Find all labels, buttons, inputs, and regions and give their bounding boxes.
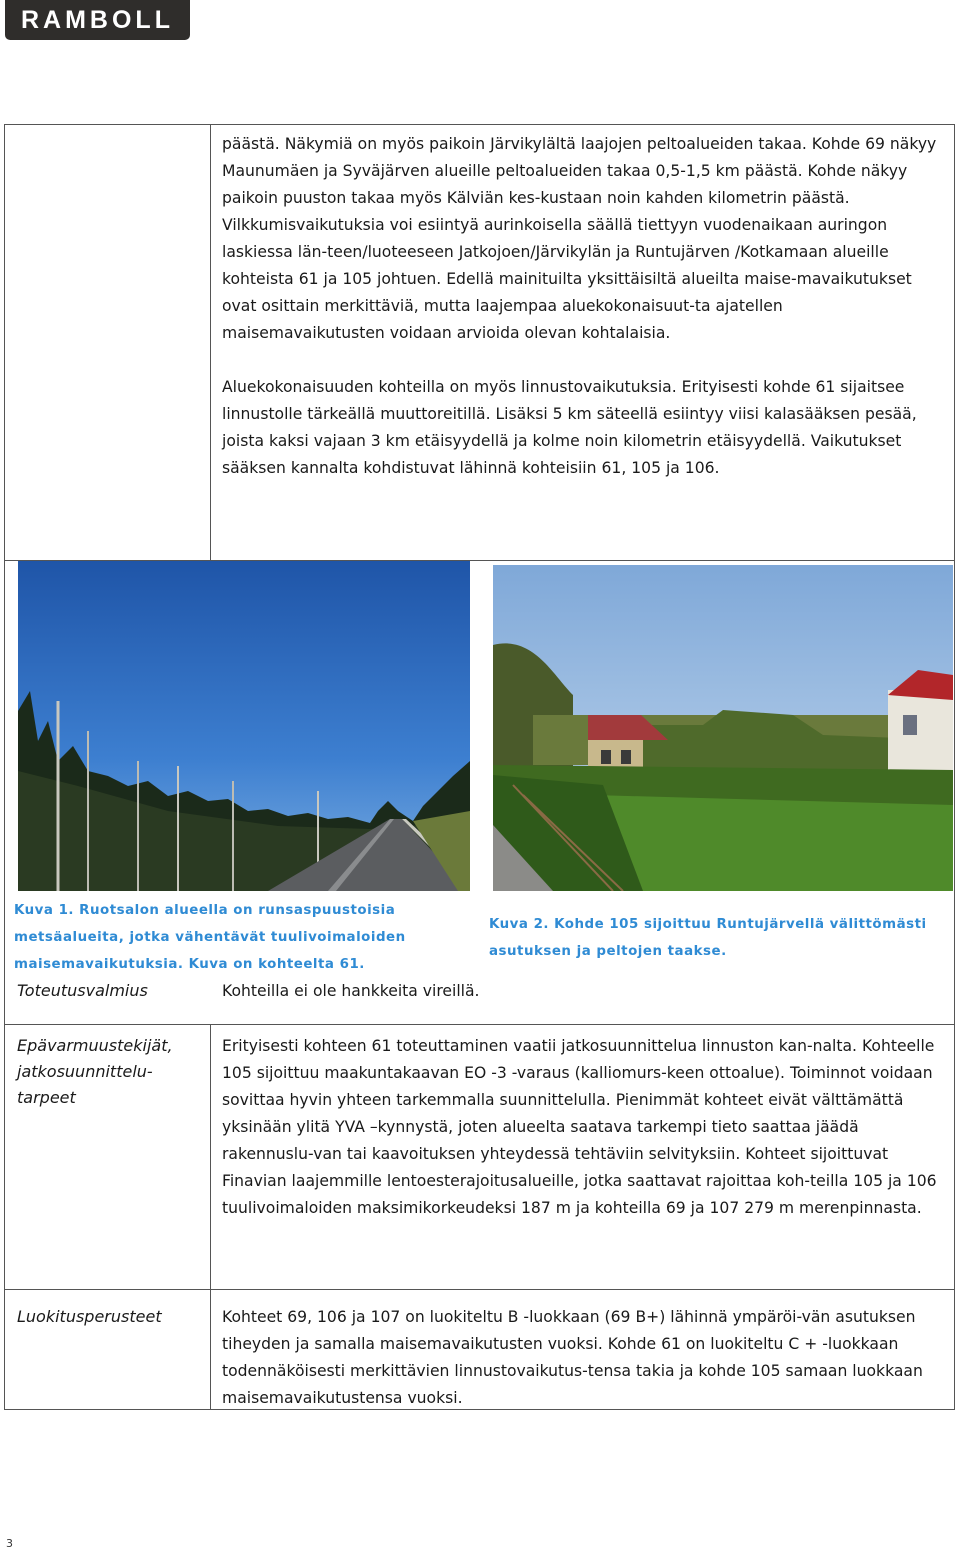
row-text-toteutusvalmius: Kohteilla ei ole hankkeita vireillä. <box>222 982 480 1000</box>
caption-figure-2: Kuva 2. Kohde 105 sijoittuu Runtujärvellä välittömästi asutuksen ja peltojen taakse. <box>489 917 927 959</box>
table-divider-bottom-col <box>210 1024 211 1410</box>
photo-village-houses <box>493 565 953 891</box>
row-text-epavarmuustekijat: Erityisesti kohteen 61 toteuttaminen vaatii jatkosuunnittelua linnuston kan-nalta. Kohteelle 105 sijoittuu maakuntakaavan EO -3 -varaus (kalliomurs-keen ottoalue). Toiminnot voidaan sovittaa hyvin yhteen tarkemmalla suunnittelulla. Pienimmät kohteet eivät välttämättä yksinään ylitä YVA –kynnystä, joten alueelta saatava tarkempi tieto saattaa jäädä rakennuslu-van tai kaavoituksen yhteydessä tehtäviin selvityksiin. Kohteet sijoittuvat Finavian laajemmille lentoesterajoitusalueille, jotka saattavat rajoittaa koh-teilla 105 ja 106 tuulivoimaloiden maksimikorkeudeksi 187 m ja kohteilla 69 ja 107 279 m merenpinnasta. <box>222 1037 937 1217</box>
table-divider-row-3 <box>4 1289 955 1290</box>
photo-forest-road-image <box>18 561 470 891</box>
row-label-luokitusperusteet: Luokitusperusteet <box>17 1307 162 1326</box>
photo-village-houses-image <box>493 565 953 891</box>
paragraph-2: Aluekokonaisuuden kohteilla on myös linnustovaikutuksia. Erityisesti kohde 61 sijaitsee linnustolle tärkeällä muuttoreitillä. Lisäksi 5 km säteellä esiintyy viisi kalasääksen pesää, joista kaksi vajaan 3 km etäisyydellä ja kolme noin kilometrin etäisyydellä. Vaikutukset sääksen kannalta kohdistuvat lähinnä kohteisiin 61, 105 ja 106. <box>222 378 917 477</box>
row-label-toteutusvalmius: Toteutusvalmius <box>17 981 148 1000</box>
paragraph-1: päästä. Näkymiä on myös paikoin Järvikylältä laajojen peltoalueiden takaa. Kohde 69 näkyy Maunumäen ja Syväjärven alueille peltoalueiden takaa 0,5-1,5 km päästä. Kohde näkyy paikoin puuston takaa myös Kälviän kes-kustaan noin kahden kilometrin päästä. Vilkkumisvaikutuksia voi esiintyä aurinkoisella säällä tiettyyn vuodenaikaan auringon laskiessa län-teen/luoteeseen Jatkojoen/Järvikylän ja Runtujärven /Kotkamaan alueille kohteista 61 ja 105 johtuen. Edellä mainituilta yksittäisiltä alueilta maise-mavaikutukset ovat osittain merkittäviä, mutta laajempaa aluekokonaisuut-ta ajatellen maisemavaikutusten voidaan arvioida olevan kohtalaisia. <box>222 135 937 342</box>
table-divider-row-2 <box>4 1024 955 1025</box>
table-border-top <box>4 124 955 125</box>
row-label-epavarmuustekijat: Epävarmuustekijät, jatkosuunnittelu-tarpeet <box>17 1036 173 1107</box>
caption-figure-1: Kuva 1. Ruotsalon alueella on runsaspuustoisia metsäalueita, jotka vähentävät tuulivoimaloiden maisemavaikutuksia. Kuva on kohteelta 61. <box>14 903 406 972</box>
table-border-right <box>954 124 955 1410</box>
top-cell-text <box>222 131 944 482</box>
row-text-luokitusperusteet: Kohteet 69, 106 ja 107 on luokiteltu B -luokkaan (69 B+) lähinnä ympäröi-vän asutuksen tiheyden ja samalla maisemavaikutusten vuoksi. Kohde 61 on luokiteltu C + -luokkaan todennäköisesti merkittävien linnustovaikutus-tensa takia ja kohde 105 samaan luokkaan maisemavaikutustensa vuoksi. <box>222 1308 923 1407</box>
table-border-left <box>4 124 5 1410</box>
ramboll-logo: RAMBOLL <box>5 0 190 40</box>
table-divider-top-col <box>210 124 211 561</box>
photo-forest-road <box>18 561 470 891</box>
page-number: 3 <box>6 1537 13 1550</box>
